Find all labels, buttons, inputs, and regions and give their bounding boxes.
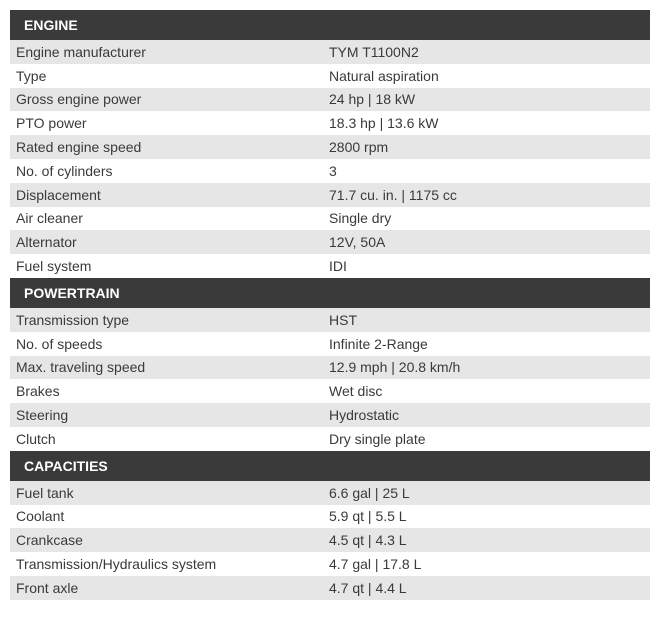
table-row xyxy=(10,505,650,529)
table-row xyxy=(10,254,650,278)
table-row xyxy=(10,111,650,135)
row-label: Type xyxy=(16,67,47,84)
table-row xyxy=(10,207,650,231)
row-value: Hydrostatic xyxy=(329,407,400,424)
table-row xyxy=(10,40,650,64)
table-row xyxy=(10,135,650,159)
section-header-powertrain: POWERTRAIN xyxy=(10,278,650,308)
row-value: 3 xyxy=(329,162,337,179)
section-header-engine: ENGINE xyxy=(10,10,650,40)
table-row xyxy=(10,403,650,427)
spec-table xyxy=(10,10,650,600)
row-value: Single dry xyxy=(329,210,392,227)
row-label: Coolant xyxy=(16,508,65,525)
table-row xyxy=(10,576,650,600)
row-label: Brakes xyxy=(16,383,60,400)
row-label: Alternator xyxy=(16,234,77,251)
row-value: HST xyxy=(329,311,357,328)
table-row xyxy=(10,379,650,403)
row-label: PTO power xyxy=(16,115,87,132)
table-row xyxy=(10,64,650,88)
row-value: 12V, 50A xyxy=(329,234,386,251)
row-label: Front axle xyxy=(16,579,79,596)
row-value: 5.9 qt | 5.5 L xyxy=(329,508,407,525)
row-label: Rated engine speed xyxy=(16,139,142,156)
row-value: TYM T1100N2 xyxy=(329,43,419,60)
row-value: 71.7 cu. in. | 1175 cc xyxy=(329,186,457,203)
row-label: Transmission/Hydraulics system xyxy=(16,556,217,573)
row-label: Steering xyxy=(16,407,69,424)
row-value: 12.9 mph | 20.8 km/h xyxy=(329,359,461,376)
row-label: Max. traveling speed xyxy=(16,359,146,376)
table-row xyxy=(10,159,650,183)
row-value: 6.6 gal | 25 L xyxy=(329,484,410,501)
row-value: 18.3 hp | 13.6 kW xyxy=(329,115,439,132)
section-header-capacities: CAPACITIES xyxy=(10,451,650,481)
row-value: 4.7 qt | 4.4 L xyxy=(329,579,407,596)
row-label: Fuel system xyxy=(16,258,92,275)
row-label: Gross engine power xyxy=(16,91,142,108)
row-value: Wet disc xyxy=(329,383,383,400)
row-value: Natural aspiration xyxy=(329,67,439,84)
row-label: Air cleaner xyxy=(16,210,83,227)
row-label: No. of cylinders xyxy=(16,162,113,179)
table-row xyxy=(10,88,650,112)
row-value: Infinite 2-Range xyxy=(329,335,428,352)
row-label: Fuel tank xyxy=(16,484,74,501)
table-row xyxy=(10,427,650,451)
table-row xyxy=(10,230,650,254)
row-label: Displacement xyxy=(16,186,101,203)
row-label: Transmission type xyxy=(16,311,130,328)
row-value: Dry single plate xyxy=(329,430,426,447)
table-row xyxy=(10,183,650,207)
table-row xyxy=(10,552,650,576)
row-label: Engine manufacturer xyxy=(16,43,146,60)
row-label: Crankcase xyxy=(16,532,83,549)
row-value: 24 hp | 18 kW xyxy=(329,91,416,108)
table-row xyxy=(10,332,650,356)
table-row xyxy=(10,308,650,332)
row-value: IDI xyxy=(329,258,347,275)
table-row xyxy=(10,356,650,380)
row-value: 4.7 gal | 17.8 L xyxy=(329,556,422,573)
table-row xyxy=(10,528,650,552)
row-value: 2800 rpm xyxy=(329,139,389,156)
table-row xyxy=(10,481,650,505)
row-label: No. of speeds xyxy=(16,335,103,352)
row-label: Clutch xyxy=(16,430,56,447)
row-value: 4.5 qt | 4.3 L xyxy=(329,532,407,549)
